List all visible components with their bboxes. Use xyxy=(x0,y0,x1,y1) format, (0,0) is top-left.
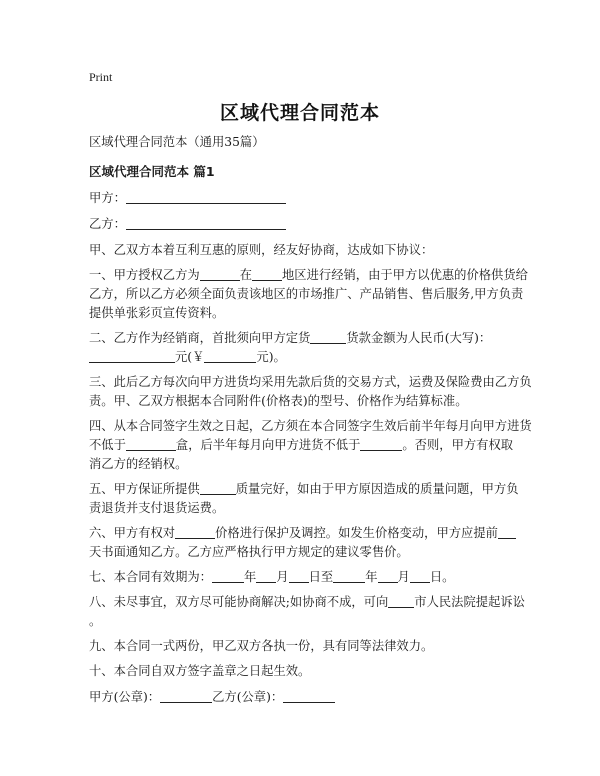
clause7-line xyxy=(89,568,519,587)
clause1-blank-product xyxy=(200,267,240,281)
clause2-text: 元)。 xyxy=(256,350,286,364)
clause2-blank-goods xyxy=(310,330,346,344)
party-b-seal-blank xyxy=(283,689,335,703)
clause4-blank-quantity xyxy=(360,437,402,451)
clause7-blank-end-year xyxy=(333,569,365,583)
clause7-text: 年 xyxy=(243,570,257,584)
party-a-label: 甲方： xyxy=(89,191,126,205)
clause4-line3: 消乙方的经销权。 xyxy=(89,457,188,471)
clause4-line1: 四、从本合同签字生效之日起，乙方须在本合同签字生效后前半年每月向甲方进货 xyxy=(89,419,532,433)
clause1-line3: 提供单张彩页宣传资料。 xyxy=(89,306,225,320)
clause3-line2: 责。甲、乙双方根据本合同附件(价格表)的型号、价格作为结算标准。 xyxy=(89,394,468,408)
signature-line xyxy=(89,688,519,707)
clause2-text: 二、乙方作为经销商，首批须向甲方定货 xyxy=(89,331,311,345)
clause1-blank-region xyxy=(252,267,282,281)
section-heading: 区域代理合同范本 篇1 xyxy=(89,164,215,179)
party-a-blank xyxy=(126,190,286,204)
clause5-blank-product xyxy=(200,481,236,495)
clause7-blank-start-year xyxy=(212,569,244,583)
clause4-line2 xyxy=(89,436,519,455)
clause4-text: 。否则，甲方有权取 xyxy=(402,438,514,452)
clause8-line1 xyxy=(89,593,525,612)
clause4-blank-boxes xyxy=(126,437,176,451)
clause7-text: 年 xyxy=(365,570,378,584)
clause3-line1: 三、此后乙方每次向甲方进货均采用先款后货的交易方式，运费及保险费由乙方负 xyxy=(89,375,532,389)
clause5-text: 五、甲方保证所提供 xyxy=(89,482,200,496)
clause7-text: 月 xyxy=(397,570,410,584)
party-a-seal-blank xyxy=(160,689,212,703)
print-link[interactable]: Print xyxy=(89,70,113,84)
clause7-blank-end-day xyxy=(410,569,430,583)
clause6-text: 六、甲方有权对 xyxy=(89,526,176,540)
clause4-text: 不低于 xyxy=(89,438,126,452)
clause5-line2: 责退货并支付退货运费。 xyxy=(89,501,225,515)
clause10-paragraph: 十、本合同自双方签字盖章之日起生效。 xyxy=(89,664,311,678)
clause7-blank-start-month xyxy=(256,569,276,583)
clause2-blank-amount xyxy=(204,349,256,363)
party-b-line xyxy=(89,215,519,234)
subtitle: 区域代理合同范本（通用35篇） xyxy=(89,135,265,149)
clause7-text: 七、本合同有效期为： xyxy=(89,570,212,584)
clause7-text: 日至 xyxy=(308,570,334,584)
clause5-text: 质量完好，如由于甲方原因造成的质量问题，甲方负 xyxy=(235,482,519,496)
clause2-text: 元(￥ xyxy=(175,350,205,364)
clause7-blank-start-day xyxy=(289,569,309,583)
clause6-blank-product xyxy=(175,525,215,539)
clause9-paragraph: 九、本合同一式两份，甲乙双方各执一份，具有同等法律效力。 xyxy=(89,639,434,653)
clause8-text: 市人民法院提起诉讼 xyxy=(414,595,525,609)
clause1-text: 地区进行经销，由于甲方以优惠的价格供货给 xyxy=(282,268,528,282)
clause2-text: 货款金额为人民币(大写)： xyxy=(346,331,492,345)
party-b-blank xyxy=(126,216,286,230)
clause1-line2: 乙方，所以乙方必须全面负责该地区的市场推广、产品销售、售后服务,甲方负责 xyxy=(89,287,524,301)
clause7-text: 月 xyxy=(276,570,289,584)
clause6-blank-days xyxy=(498,525,516,539)
clause2-blank-amount-words xyxy=(89,349,175,363)
clause6-line2: 天书面通知乙方。乙方应严格执行甲方规定的建议零售价。 xyxy=(89,545,409,559)
party-b-seal-label: 乙方(公章)： xyxy=(212,690,284,704)
clause7-text: 日。 xyxy=(429,570,455,584)
clause8-blank-city xyxy=(388,594,414,608)
clause2-line1 xyxy=(89,329,519,348)
clause8-line2: 。 xyxy=(89,614,102,628)
clause1-text: 在 xyxy=(239,268,252,282)
clause6-text: 价格进行保护及调控。如发生价格变动，甲方应提前 xyxy=(215,526,498,540)
document-title: 区域代理合同范本 xyxy=(219,102,380,124)
party-b-label: 乙方： xyxy=(89,217,126,231)
clause1-text: 一、甲方授权乙方为 xyxy=(89,268,200,282)
party-a-seal-label: 甲方(公章)： xyxy=(89,690,161,704)
clause8-text: 八、未尽事宜，双方尽可能协商解决;如协商不成，可向 xyxy=(89,595,389,609)
clause4-text: 盒，后半年每月向甲方进货不低于 xyxy=(175,438,361,452)
clause5-line1 xyxy=(89,480,519,499)
clause7-blank-end-month xyxy=(378,569,398,583)
intro-paragraph: 甲、乙双方本着互利互惠的原则，经友好协商，达成如下协议： xyxy=(89,243,434,257)
clause1-line1 xyxy=(89,266,528,285)
clause2-line2 xyxy=(89,348,519,367)
party-a-line xyxy=(89,189,519,208)
clause6-line1 xyxy=(89,524,519,543)
